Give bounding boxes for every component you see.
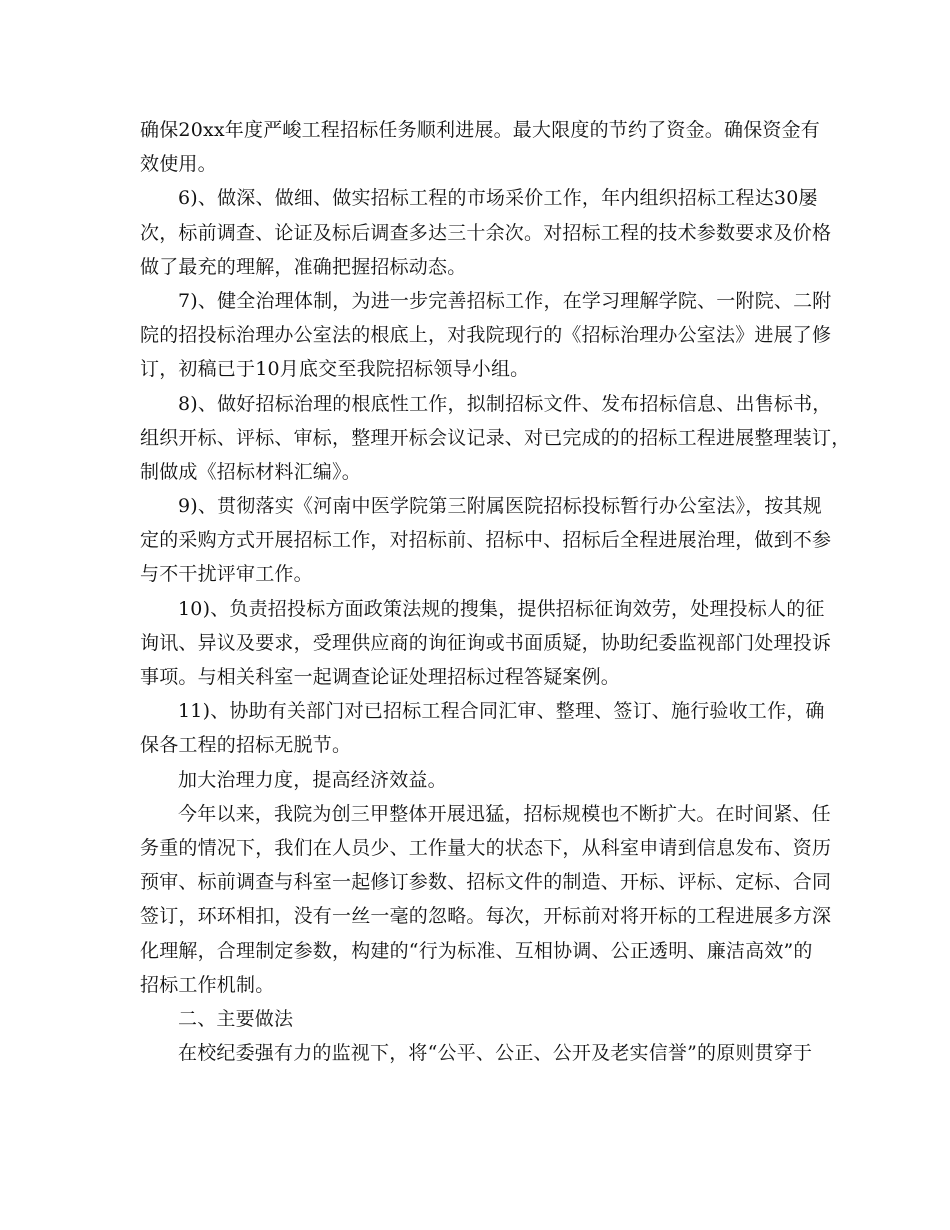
text-line: 组织开标、评标、审标，整理开标会议记录、对已完成的的招标工程进展整理装订， xyxy=(140,426,851,449)
text-line: 加大治理力度，提高经济效益。 xyxy=(178,768,447,791)
text-line: 次，标前调查、论证及标后调查多达三十余次。对招标工程的技术参数要求及价格 xyxy=(140,221,832,244)
text-line: 6)、做深、做细、做实招标工程的市场采价工作，年内组织招标工程达30屡 xyxy=(178,187,818,210)
text-line: 与不干扰评审工作。 xyxy=(140,563,313,586)
text-line: 事项。与相关科室一起调查论证处理招标过程答疑案例。 xyxy=(140,666,621,688)
text-line: 化理解，合理制定参数，构建的“行为标准、互相协调、公正透明、廉洁高效”的 xyxy=(140,939,813,962)
document-body xyxy=(140,113,851,1070)
text-line: 院的招投标治理办公室法的根底上，对我院现行的《招标治理办公室法》进展了修 xyxy=(140,324,832,347)
text-line: 定的采购方式开展招标工作，对招标前、招标中、招标后全程进展治理，做到不参 xyxy=(140,529,832,552)
text-line: 询讯、异议及要求，受理供应商的询征询或书面质疑，协助纪委监视部门处理投诉 xyxy=(140,631,832,654)
text-line: 在校纪委强有力的监视下，将“公平、公正、公开及老实信誉”的原则贯穿于 xyxy=(178,1042,813,1065)
text-line: 8)、做好招标治理的根底性工作，拟制招标文件、发布招标信息、出售标书， xyxy=(178,392,832,415)
text-line: 保各工程的招标无脱节。 xyxy=(140,734,352,757)
text-line: 预审、标前调查与科室一起修订参数、招标文件的制造、开标、评标、定标、合同 xyxy=(140,871,832,894)
text-line: 10)、负责招投标方面政策法规的搜集，提供招标征询效劳，处理投标人的征 xyxy=(178,597,825,620)
text-line: 签订，环环相扣，没有一丝一毫的忽略。每次，开标前对将开标的工程进展多方深 xyxy=(140,905,832,928)
text-line: 确保20xx年度严峻工程招标任务顺利进展。最大限度的节约了资金。确保资金有 xyxy=(140,119,821,141)
section-heading: 二、主要做法 xyxy=(178,1007,294,1030)
text-line: 做了最充的理解，准确把握招标动态。 xyxy=(140,255,467,278)
text-line: 订，初稿已于10月底交至我院招标领导小组。 xyxy=(140,358,530,381)
text-line: 效使用。 xyxy=(140,153,217,176)
text-line: 9)、贯彻落实《河南中医学院第三附属医院招标投标暂行办公室法》，按其规 xyxy=(178,495,823,518)
text-line: 务重的情况下，我们在人员少、工作量大的状态下，从科室申请到信息发布、资历 xyxy=(140,836,832,859)
text-line: 今年以来，我院为创三甲整体开展迅猛，招标规模也不断扩大。在时间紧、任 xyxy=(178,802,831,825)
text-line: 7)、健全治理体制，为进一步完善招标工作，在学习理解学院、一附院、二附 xyxy=(178,289,832,312)
text-line: 制做成《招标材料汇编》。 xyxy=(140,460,361,483)
text-line: 招标工作机制。 xyxy=(140,973,275,996)
text-line: 11)、协助有关部门对已招标工程合同汇审、整理、签订、施行验收工作，确 xyxy=(178,700,825,723)
